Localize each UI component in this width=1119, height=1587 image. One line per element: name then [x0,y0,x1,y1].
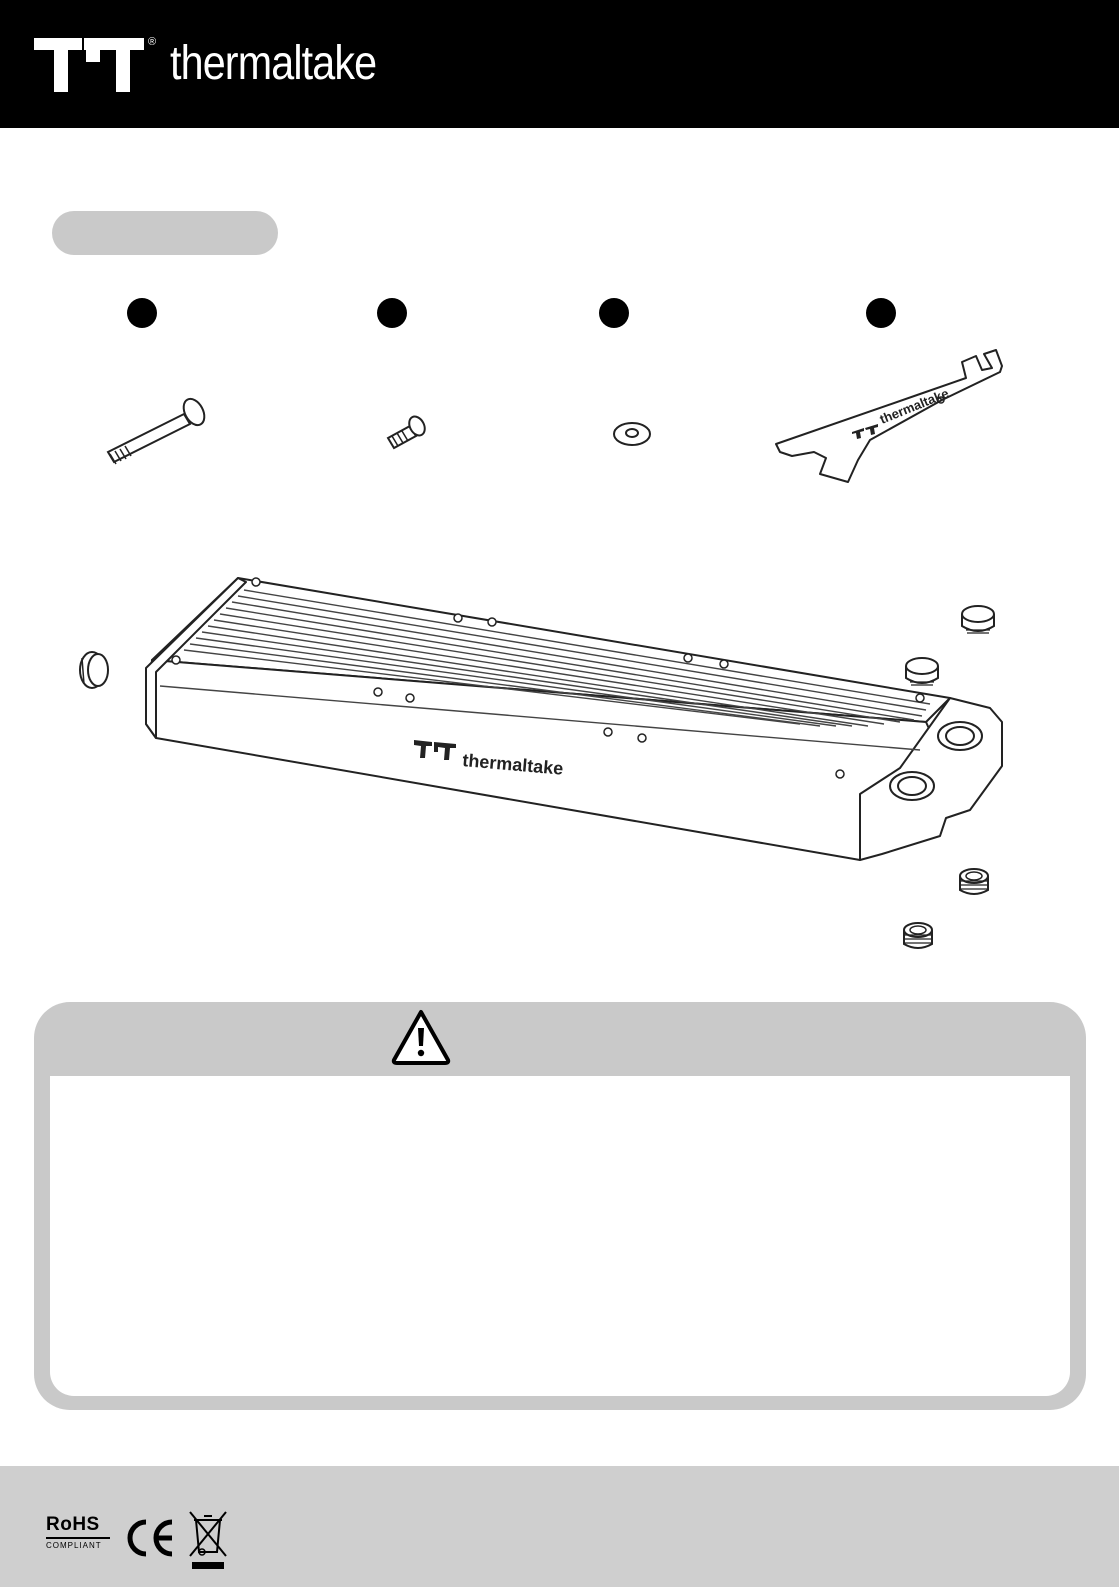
part-marker-4 [866,298,896,328]
wrench-brand: thermaltake [877,385,951,427]
washer-icon [610,418,654,450]
stop-plug-icon [956,602,1000,638]
part-marker-2 [377,298,407,328]
stop-plug-icon [900,654,944,690]
warning-content-area [50,1076,1070,1396]
part-marker-3 [599,298,629,328]
weee-bin-icon [186,1508,230,1572]
ce-mark-icon [122,1516,178,1560]
section-heading-pill [52,211,278,255]
threaded-fitting-icon [954,866,994,900]
tt-logo-icon [34,36,157,94]
warning-triangle-icon [390,1008,452,1066]
short-screw-icon [384,412,432,452]
radiator-brand: thermaltake [461,750,565,779]
warning-panel [34,1002,1086,1410]
wrench-icon [770,348,1010,494]
threaded-fitting-icon [898,920,938,954]
part-marker-1 [127,298,157,328]
registered-mark: ® [148,36,157,48]
rohs-sub-label: COMPLIANT [46,1541,102,1550]
plug-side-icon [74,648,112,694]
radiator-illustration [140,574,1020,874]
rohs-badge [46,1514,110,1550]
header-bar [0,0,1119,128]
rohs-label: RoHS [46,1514,110,1539]
brand-name: thermaltake [170,37,377,90]
footer-bar [0,1466,1119,1587]
long-screw-icon [100,392,220,466]
